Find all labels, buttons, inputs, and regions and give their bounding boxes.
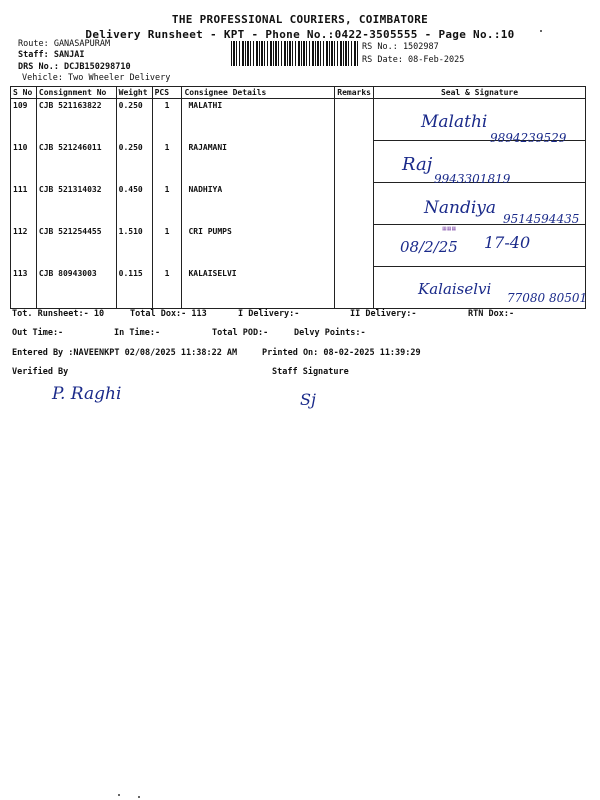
signature-time: 17-40 <box>484 233 531 252</box>
speck <box>118 794 120 796</box>
row-weight: 0.450 <box>116 183 152 225</box>
route-label: Route: GANASAPURAM <box>18 39 111 49</box>
row-weight: 0.250 <box>116 141 152 183</box>
rtn-dox: RTN Dox:- <box>468 309 515 319</box>
staff-label: Staff: SANJAI <box>18 50 85 60</box>
signature-nandiya: Nandiya <box>424 198 497 218</box>
signature-phone-3: 9514594435 <box>503 212 580 226</box>
row-consignment: CJB 80943003 <box>36 267 116 309</box>
signature-phone-1: 9894239529 <box>490 131 567 145</box>
row-remarks <box>335 141 374 183</box>
row-weight: 1.510 <box>116 225 152 267</box>
tot-runsheet: Tot. Runsheet:- 10 <box>12 309 105 319</box>
row-consignee: RAJAMANI <box>182 141 335 183</box>
signature-malathi: Malathi <box>421 112 488 132</box>
company-title: THE PROFESSIONAL COURIERS, COIMBATORE <box>171 13 429 26</box>
out-time: Out Time:- <box>12 328 64 338</box>
drs-label: DRS No.: DCJB150298710 <box>18 62 131 72</box>
signature-raj: Raj <box>402 154 433 175</box>
row-consignee: NADHIYA <box>182 183 335 225</box>
rs-number: RS No.: 1502987 <box>362 42 439 52</box>
row-remarks <box>335 225 374 267</box>
row-consignment: CJB 521246011 <box>36 141 116 183</box>
row-consignment: CJB 521254455 <box>36 225 116 267</box>
col-consignee: Consignee Details <box>182 87 335 99</box>
verified-signature: P. Raghi <box>52 384 122 404</box>
delivery-table <box>10 86 586 309</box>
in-time: In Time:- <box>114 328 161 338</box>
row-remarks <box>335 267 374 309</box>
speck <box>540 30 542 32</box>
row-sno: 113 <box>11 267 37 309</box>
signature-phone-2: 9943301819 <box>434 172 511 186</box>
total-pod: Total POD:- <box>212 328 269 338</box>
barcode <box>231 41 358 66</box>
runsheet-subtitle: Delivery Runsheet - KPT - Phone No.:0422-3505555 - Page No.:10 <box>85 28 515 41</box>
row-consignee: MALATHI <box>182 99 335 141</box>
printed-on: Printed On: 08-02-2025 11:39:29 <box>262 348 421 358</box>
delvy-points: Delvy Points:- <box>294 328 366 338</box>
col-signature: Seal & Signature <box>373 87 585 99</box>
i-delivery: I Delivery:- <box>238 309 300 319</box>
row-consignee: CRI PUMPS <box>182 225 335 267</box>
signature-phone-5: 77080 80501 <box>507 291 588 305</box>
speck <box>138 796 140 798</box>
row-weight: 0.250 <box>116 99 152 141</box>
vehicle-label: Vehicle: Two Wheeler Delivery <box>22 73 171 83</box>
ii-delivery: II Delivery:- <box>350 309 417 319</box>
table-row <box>11 267 586 309</box>
col-remarks: Remarks <box>335 87 374 99</box>
faded-stamp: ▦▦▦ <box>442 226 457 232</box>
row-consignee: KALAISELVI <box>182 267 335 309</box>
row-sno: 111 <box>11 183 37 225</box>
table-header-row <box>11 87 586 99</box>
row-pcs: 1 <box>152 183 182 225</box>
staff-signature-label: Staff Signature <box>272 367 349 377</box>
signature-kalaiselvi: Kalaiselvi <box>418 280 492 298</box>
col-consignment: Consignment No <box>36 87 116 99</box>
table-row <box>11 183 586 225</box>
row-pcs: 1 <box>152 267 182 309</box>
row-sno: 109 <box>11 99 37 141</box>
row-sno: 110 <box>11 141 37 183</box>
col-weight: Weight <box>116 87 152 99</box>
col-pcs: PCS <box>152 87 182 99</box>
row-pcs: 1 <box>152 225 182 267</box>
row-weight: 0.115 <box>116 267 152 309</box>
row-pcs: 1 <box>152 141 182 183</box>
row-consignment: CJB 521163822 <box>36 99 116 141</box>
verified-by-label: Verified By <box>12 367 69 377</box>
rs-date: RS Date: 08-Feb-2025 <box>362 55 465 65</box>
signature-date: 08/2/25 <box>400 238 458 256</box>
row-consignment: CJB 521314032 <box>36 183 116 225</box>
staff-signature-mark: Sj <box>300 390 316 409</box>
row-remarks <box>335 99 374 141</box>
entered-by: Entered By :NAVEENKPT 02/08/2025 11:38:22 AM <box>12 348 238 358</box>
row-remarks <box>335 183 374 225</box>
row-pcs: 1 <box>152 99 182 141</box>
total-dox: Total Dox:- 113 <box>130 309 207 319</box>
row-sno: 112 <box>11 225 37 267</box>
col-sno: S No <box>11 87 37 99</box>
